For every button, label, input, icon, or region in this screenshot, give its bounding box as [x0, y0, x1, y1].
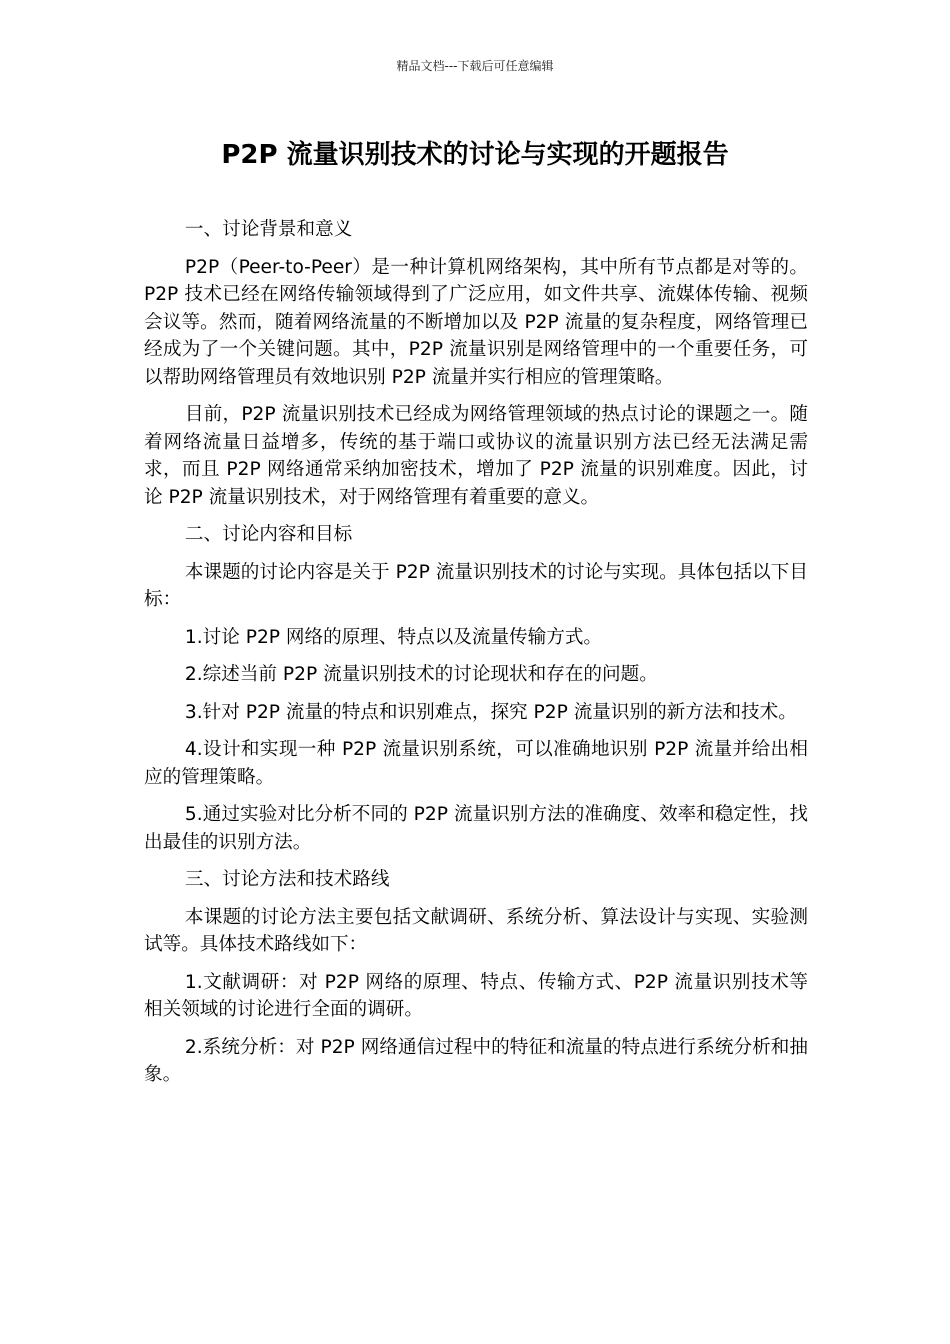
goal-item-4: 4.设计和实现一种 P2P 流量识别系统，可以准确地识别 P2P 流量并给出相应的管理策略。	[144, 739, 808, 788]
paragraph-content-intro: 本课题的讨论内容是关于 P2P 流量识别技术的讨论与实现。具体包括以下目标：	[144, 561, 808, 610]
document-title: P2P 流量识别技术的讨论与实现的开题报告	[221, 140, 729, 170]
header-note: 精品文档---下载后可任意编辑	[396, 59, 554, 73]
section-heading-background: 一、讨论背景和意义	[184, 219, 353, 240]
paragraph-methods-intro: 本课题的讨论方法主要包括文献调研、系统分析、算法设计与实现、实验测试等。具体技术路线如下：	[144, 906, 808, 955]
paragraph-current-status: 目前，P2P 流量识别技术已经成为网络管理领域的热点讨论的课题之一。随着网络流量日益增多，传统的基于端口或协议的流量识别方法已经无法满足需求，而且 P2P 网络通常采纳加密技术，增加了 P2P 流量的识别难度。因此，讨论 P2P 流量识别技术，对于网络管理有着重要的意义。	[144, 404, 808, 508]
section-heading-content-goals: 二、讨论内容和目标	[184, 524, 353, 545]
goal-item-2: 2.综述当前 P2P 流量识别技术的讨论现状和存在的问题。	[184, 664, 658, 685]
goal-item-3: 3.针对 P2P 流量的特点和识别难点，探究 P2P 流量识别的新方法和技术。	[184, 701, 797, 723]
method-item-2: 2.系统分析：对 P2P 网络通信过程中的特征和流量的特点进行系统分析和抽象。	[144, 1036, 808, 1085]
document-body	[144, 216, 808, 1099]
section-heading-methods: 三、讨论方法和技术路线	[184, 869, 390, 890]
goal-item-5: 5.通过实验对比分析不同的 P2P 流量识别方法的准确度、效率和稳定性，找出最佳的识别方法。	[144, 804, 808, 853]
paragraph-p2p-intro: P2P（Peer-to-Peer）是一种计算机网络架构，其中所有节点都是对等的。P2P 技术已经在网络传输领域得到了广泛应用，如文件共享、流媒体传输、视频会议等。然而，随着网络流量的不断增加以及 P2P 流量的复杂程度，网络管理已经成为了一个关键问题。其中，P2P 流量识别是网络管理中的一个重要任务，可以帮助网络管理员有效地识别 P2P 流量并实行相应的管理策略。	[144, 256, 808, 388]
method-item-1: 1.文献调研：对 P2P 网络的原理、特点、传输方式、P2P 流量识别技术等相关领域的讨论进行全面的调研。	[144, 971, 808, 1020]
goal-item-1: 1.讨论 P2P 网络的原理、特点以及流量传输方式。	[184, 626, 603, 648]
